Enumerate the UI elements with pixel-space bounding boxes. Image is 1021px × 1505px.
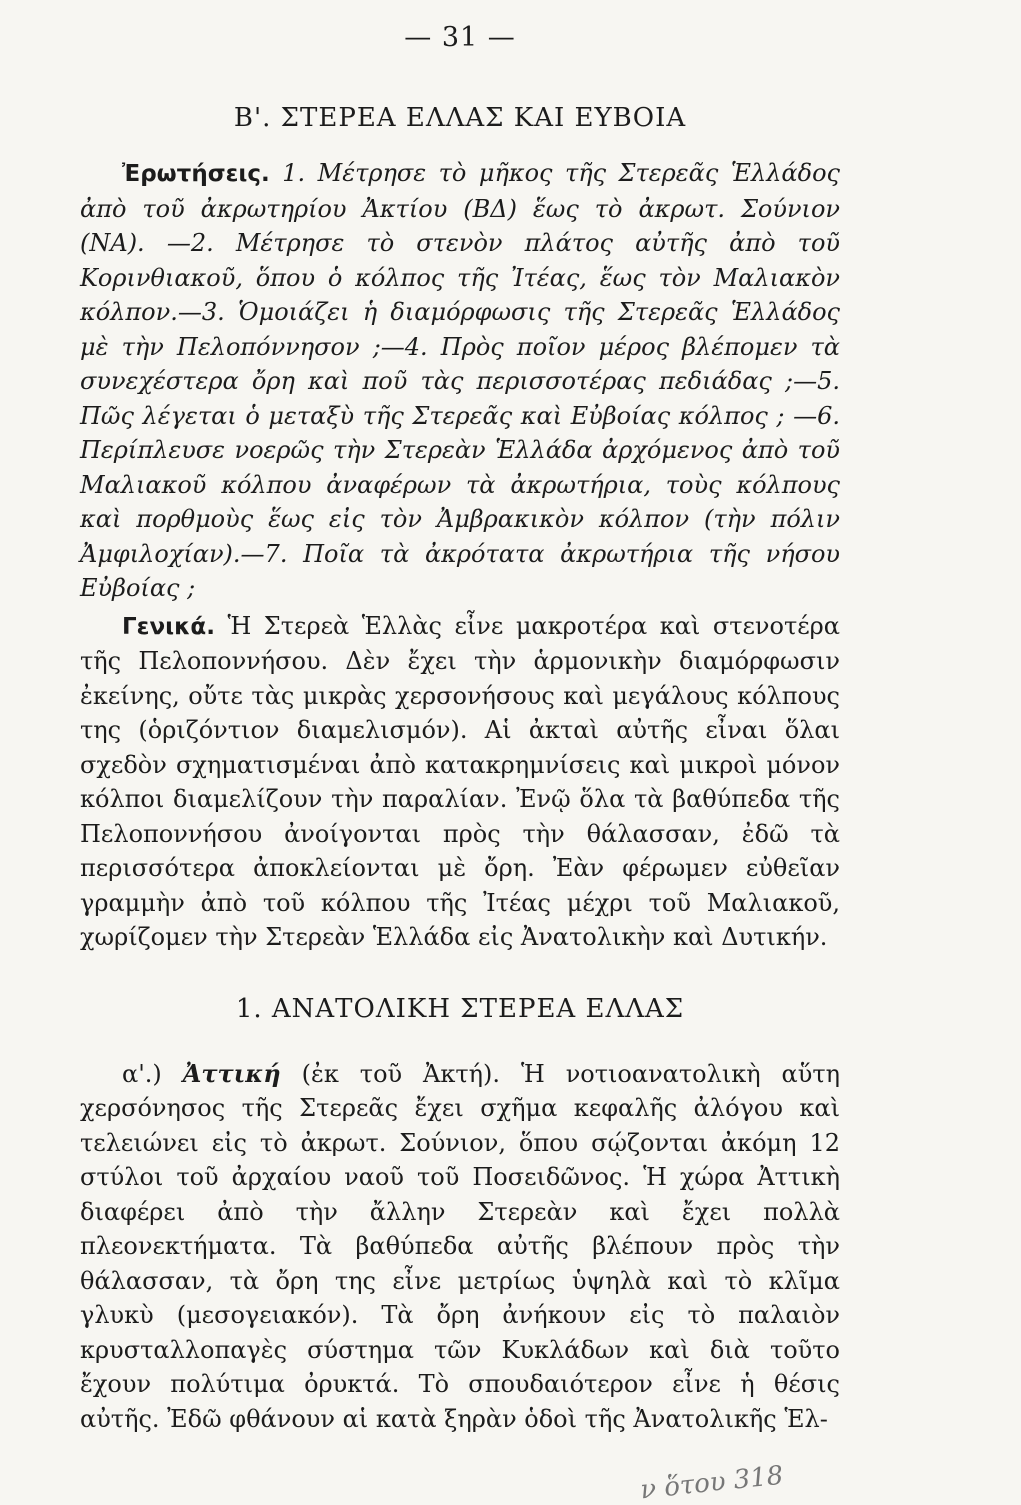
general-paragraph	[80, 609, 840, 955]
page-number: — 31 —	[404, 22, 516, 53]
questions-paragraph	[80, 156, 840, 606]
section-heading: Β'. ΣΤΕΡΕΑ ΕΛΛΑΣ ΚΑΙ ΕΥΒΟΙΑ	[233, 103, 687, 133]
attica-prefix: α'.)	[122, 1059, 162, 1088]
attica-name: Ἀττική	[182, 1058, 281, 1088]
general-label: Γενικά.	[122, 613, 215, 640]
attica-text: (ἐκ τοῦ Ἀκτή). Ἡ νοτιοανατολικὴ αὕτη χερσόνησος τῆς Στερεᾶς ἔχει σχῆμα κεφαλῆς ἀλόγου καὶ τελειώνει εἰς τὸ ἀκρωτ. Σούνιον, ὅπου σῴζονται ἀκόμη 12 στύλοι τοῦ ἀρχαίου ναοῦ τοῦ Ποσειδῶνος. Ἡ χώρα Ἀττικὴ διαφέρει ἀπὸ τὴν ἄλλην Στερεὰν καὶ ἔχει πολλὰ πλεονεκτήματα. Τὰ βαθύπεδα αὐτῆς βλέπουν πρὸς τὴν θάλασσαν, τὰ ὄρη της εἶνε μετρίως ὑψηλὰ καὶ τὸ κλῖμα γλυκὺ (μεσογειακόν). Τὰ ὄρη ἀνήκουν εἰς τὸ παλαιὸν κρυσταλλοπαγὲς σύστημα τῶν Κυκλάδων καὶ διὰ τοῦτο ἔχουν πολύτιμα ὀρυκτά. Τὸ σπουδαιότερον εἶνε ἡ θέσις αὐτῆς. Ἐδῶ φθάνουν αἱ κατὰ ξηρὰν ὁδοὶ τῆς Ἀνατολικῆς Ἑλ-	[80, 1059, 840, 1433]
page	[80, 18, 840, 1436]
attica-paragraph	[80, 1057, 840, 1437]
handwritten-note: ν ὅτου 318	[638, 1460, 785, 1505]
general-text: Ἡ Στερεὰ Ἑλλὰς εἶνε μακροτέρα καὶ στενοτέρα τῆς Πελοποννήσου. Δὲν ἔχει τὴν ἁρμονικὴν διαμόρφωσιν ἐκείνης, οὔτε τὰς μικρὰς χερσονήσους καὶ μεγάλους κόλπους της (ὁριζόντιον διαμελισμόν). Αἱ ἀκταὶ αὐτῆς εἶναι ὅλαι σχεδὸν σχηματισμέναι ἀπὸ κατακρημνίσεις καὶ μικροὶ μόνον κόλποι διαμελίζουν τὴν παραλίαν. Ἐνῷ ὅλα τὰ βαθύπεδα τῆς Πελοποννήσου ἀνοίγονται πρὸς τὴν θάλασσαν, ἐδῶ τὰ περισσότερα ἀποκλείονται μὲ ὄρη. Ἐὰν φέρωμεν εὐθεῖαν γραμμὴν ἀπὸ τοῦ κόλπου τῆς Ἰτέας μέχρι τοῦ Μαλιακοῦ, χωρίζομεν τὴν Στερεὰν Ἑλλάδα εἰς Ἀνατολικὴν καὶ Δυτικήν.	[80, 611, 840, 951]
questions-text: 1. Μέτρησε τὸ μῆκος τῆς Στερεᾶς Ἑλλάδος ἀπὸ τοῦ ἀκρωτηρίου Ἀκτίου (ΒΔ) ἕως τὸ ἀκρωτ. Σούνιον (ΝΑ). —2. Μέτρησε τὸ στενὸν πλάτος αὐτῆς ἀπὸ τοῦ Κορινθιακοῦ, ὅπου ὁ κόλπος τῆς Ἰτέας, ἕως τὸν Μαλιακὸν κόλπον.—3. Ὁμοιάζει ἡ διαμόρφωσις τῆς Στερεᾶς Ἑλλάδος μὲ τὴν Πελοπόννησον ;—4. Πρὸς ποῖον μέρος βλέπομεν τὰ συνεχέστερα ὄρη καὶ ποῦ τὰς περισσοτέρας πεδιάδας ;—5. Πῶς λέγεται ὁ μεταξὺ τῆς Στερεᾶς καὶ Εὐβοίας κόλπος ; —6. Περίπλευσε νοερῶς τὴν Στερεὰν Ἑλλάδα ἀρχόμενος ἀπὸ τοῦ Μαλιακοῦ κόλπου ἀναφέρων τὰ ἀκρωτήρια, τοὺς κόλπους καὶ πορθμοὺς ἕως εἰς τὸν Ἀμβρακικὸν κόλπον (τὴν πόλιν Ἀμφιλοχίαν).—7. Ποῖα τὰ ἀκρότατα ἀκρωτήρια τῆς νήσου Εὐβοίας ;	[80, 159, 840, 602]
questions-label: Ἐρωτήσεις.	[122, 161, 270, 187]
subsection-heading: 1. ΑΝΑΤΟΛΙΚΗ ΣΤΕΡΕΑ ΕΛΛΑΣ	[235, 993, 685, 1024]
